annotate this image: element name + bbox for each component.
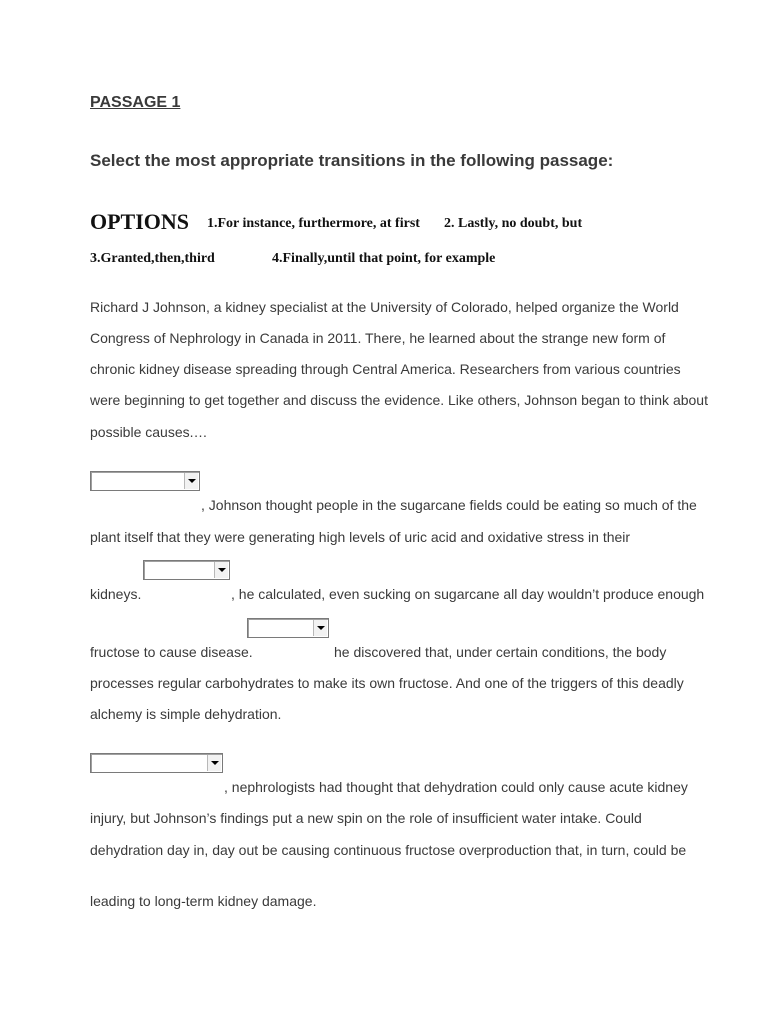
passage-heading: PASSAGE 1 [90, 94, 181, 111]
option-1: 1.For instance, furthermore, at first [207, 216, 420, 231]
paragraph1-line3: chronic kidney disease spreading through Central America. Researchers from various countries [90, 361, 681, 377]
paragraph2-line4a: fructose to cause disease. [90, 644, 253, 660]
options-title: OPTIONS [90, 209, 190, 234]
passage-instruction: Select the most appropriate transitions in the following passage: [90, 151, 614, 170]
paragraph2-line3b: , he calculated, even sucking on sugarcane all day wouldn’t produce enough [231, 586, 705, 602]
paragraph2-line3a: kidneys. [90, 586, 142, 602]
paragraph1-line2: Congress of Nephrology in Canada in 2011. There, he learned about the strange new form of [90, 330, 666, 346]
paragraph2-line1: , Johnson thought people in the sugarcane fields could be eating so much of the [201, 497, 697, 513]
transition-dropdown-4[interactable] [90, 753, 223, 773]
chevron-down-icon[interactable] [184, 473, 198, 489]
paragraph2-line4b: he discovered that, under certain conditions, the body [334, 644, 667, 660]
paragraph2-line2: plant itself that they were generating high levels of uric acid and oxidative stress in their [90, 529, 631, 545]
chevron-down-icon[interactable] [313, 620, 327, 636]
paragraph1-line4: were beginning to get together and discuss the evidence. Like others, Johnson began to think about [90, 392, 708, 408]
option-2: 2. Lastly, no doubt, but [444, 216, 583, 231]
transition-dropdown-3[interactable] [247, 618, 329, 638]
chevron-down-icon[interactable] [214, 562, 228, 578]
paragraph3-line4: leading to long-term kidney damage. [90, 893, 317, 909]
transition-dropdown-1[interactable] [90, 471, 200, 491]
chevron-down-icon[interactable] [207, 755, 221, 771]
paragraph3-line3: dehydration day in, day out be causing continuous fructose overproduction that, in turn, could be [90, 842, 687, 858]
paragraph2-line5: processes regular carbohydrates to make its own fructose. And one of the triggers of this deadly [90, 675, 684, 691]
transition-dropdown-2[interactable] [143, 560, 230, 580]
option-4: 4.Finally,until that point, for example [272, 251, 496, 266]
paragraph1-line5: possible causes.… [90, 424, 208, 440]
option-3: 3.Granted,then,third [90, 251, 215, 266]
paragraph3-line2: injury, but Johnson’s findings put a new spin on the role of insufficient water intake. Could [90, 810, 642, 826]
paragraph2-line6: alchemy is simple dehydration. [90, 706, 282, 722]
paragraph1-line1: Richard J Johnson, a kidney specialist at the University of Colorado, helped organize the World [90, 299, 679, 315]
paragraph3-line1: , nephrologists had thought that dehydration could only cause acute kidney [224, 779, 688, 795]
